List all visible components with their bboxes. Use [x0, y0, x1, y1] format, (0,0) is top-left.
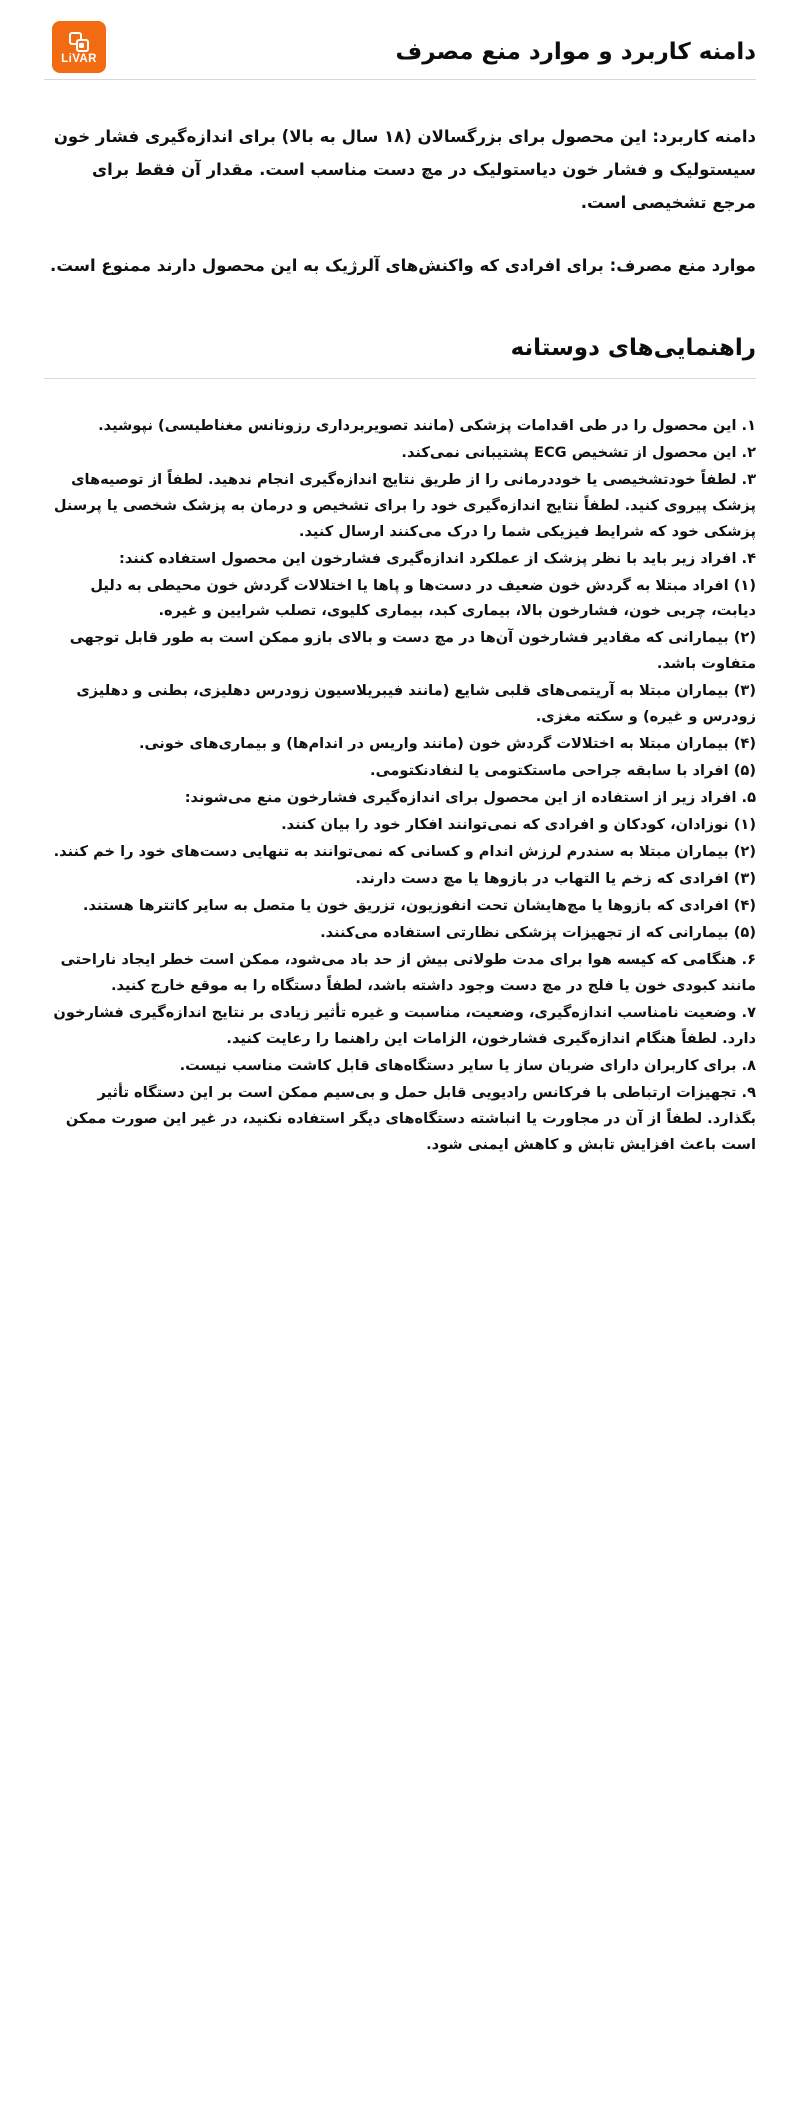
- tip-sub-item: (۲) بیماران مبتلا به سندرم لرزش اندام و کسانی که نمی‌توانند به تنهایی دست‌های خود را خم کنند.: [53, 843, 756, 861]
- title-divider-2: [44, 378, 756, 379]
- tip-sub-item: (۳) بیماران مبتلا به آریتمی‌های قلبی شایع (مانند فیبریلاسیون زودرس دهلیزی، بطنی و دهلیزی زودرس و غیره) و سکته مغزی.: [76, 682, 756, 726]
- tip-item: ۷. وضعیت نامناسب اندازه‌گیری، وضعیت، مناسبت و غیره تأثیر زیادی بر نتایج اندازه‌گیری فشارخون دارد. لطفاً هنگام اندازه‌گیری فشارخون، الزامات این راهنما را رعایت کنید.: [53, 1004, 756, 1047]
- tip-sub-item: (۵) بیمارانی که از تجهیزات پزشکی نظارتی استفاده می‌کنند.: [320, 924, 756, 942]
- tip-item: ۱. این محصول را در طی اقدامات پزشکی (مانند تصویربرداری رزونانس مغناطیسی) نپوشید.: [98, 416, 756, 434]
- tip-item: ۵. افراد زیر از استفاده از این محصول برای اندازه‌گیری فشارخون منع می‌شوند:: [184, 789, 756, 807]
- tip-sub-item: (۱) نوزادان، کودکان و افرادی که نمی‌توانند افکار خود را بیان کنند.: [281, 816, 756, 834]
- contraindications-paragraph: موارد منع مصرف: برای افرادی که واکنش‌های آلرژیک به این محصول دارند ممنوع است.: [50, 256, 756, 276]
- tip-sub-item: (۵) افراد با سابقه جراحی ماستکتومی یا لنفادنکتومی.: [370, 762, 756, 780]
- intended-use-paragraph: دامنه کاربرد: این محصول برای بزرگسالان (۱۸ سال به بالا) برای اندازه‌گیری فشار خون سیستولیک و فشار خون دیاستولیک در مچ دست مناسب است. مقدار آن فقط برای مرجع تشخیصی است.: [53, 127, 756, 213]
- tip-sub-item: (۴) افرادی که بازوها یا مچ‌هایشان تحت انفوزیون، تزریق خون یا متصل به سایر کاتترها هستند.: [82, 897, 756, 915]
- tip-sub-item: (۴) بیماران مبتلا به اختلالات گردش خون (مانند واریس در اندام‌ها) و بیماری‌های خونی.: [138, 735, 756, 753]
- friendly-tips-title: راهنمایی‌های دوستانه: [510, 335, 756, 362]
- tip-sub-item: (۲) بیمارانی که مقادیر فشارخون آن‌ها در مچ دست و بالای بازو ممکن است به طور قابل توجهی متفاوت باشد.: [69, 629, 756, 673]
- tip-item: ۹. تجهیزات ارتباطی با فرکانس رادیویی قابل حمل و بی‌سیم ممکن است بر این دستگاه تأثیر بگذارد. لطفاً از آن در مجاورت یا انباشته دستگاه‌های دیگر استفاده نکنید، در غیر این صورت ممکن است باعث افزایش تابش و کاهش ایمنی شود.: [65, 1083, 756, 1153]
- livar-logo-text: LiVAR: [61, 53, 97, 66]
- title-divider-1: [44, 79, 756, 80]
- tip-item: ۲. این محصول از تشخیص ECG پشتیبانی نمی‌کند.: [401, 443, 756, 461]
- tip-sub-item: (۱) افراد مبتلا به گردش خون ضعیف در دست‌ها و پاها یا اختلالات گردش خون محیطی به دلیل دیابت، چربی خون، فشارخون بالا، بیماری کبد، بیماری کلیوی، تصلب شرایین و غیره.: [90, 576, 756, 620]
- tip-item: ۶. هنگامی که کیسه هوا برای مدت طولانی بیش از حد باد می‌شود، ممکن است خطر ایجاد ناراحتی مانند کبودی خون یا فلج در مچ دست وجود داشته باشد، لطفاً دستگاه را به موقع خارج کنید.: [60, 951, 756, 995]
- tip-sub-item: (۳) افرادی که زخم یا التهاب در بازوها یا مچ دست دارند.: [355, 870, 756, 888]
- tip-item: ۴. افراد زیر باید با نظر پزشک از عملکرد اندازه‌گیری فشارخون این محصول استفاده کنند:: [119, 549, 756, 567]
- page-title: دامنه کاربرد و موارد منع مصرف: [395, 39, 756, 65]
- livar-squares-icon: [69, 32, 90, 53]
- livar-logo: [52, 21, 106, 73]
- tip-item: ۳. لطفاً خودتشخیصی یا خوددرمانی را از طریق نتایج اندازه‌گیری انجام ندهید. لطفاً از توصیه‌های پزشک پیروی کنید. لطفاً نتایج اندازه‌گیری خود را برای تشخیص و درمان به پزشک شخصی یا پرسنل پزشکی خود که شرایط فیزیکی شما را درک می‌کنند ارسال کنید.: [53, 470, 756, 540]
- tip-item: ۸. برای کاربران دارای ضربان ساز یا سایر دستگاه‌های قابل کاشت مناسب نیست.: [179, 1056, 756, 1074]
- friendly-tips-list: [44, 397, 756, 1158]
- brand-logo-container: [0, 10, 120, 73]
